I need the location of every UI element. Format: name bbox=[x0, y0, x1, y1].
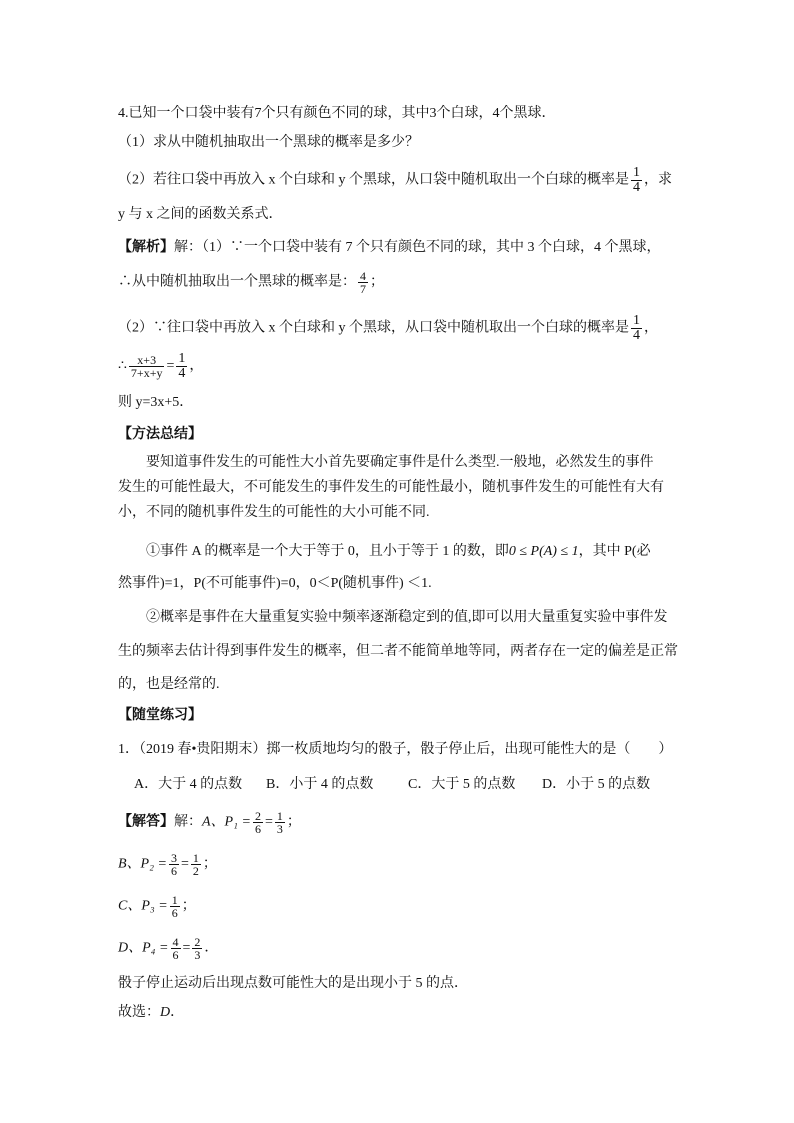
fraction-one-quarter: $\frac{1}{4}$ bbox=[633, 165, 640, 195]
method-p1-line2: 发生的可能性最大，不可能发生的事件发生的可能性最小，随机事件发生的可能性有大有 bbox=[118, 480, 664, 495]
method-p1-line1: 要知道事件发生的可能性大小首先要确定事件是什么类型.一般地，必然发生的事件 bbox=[146, 455, 654, 470]
analysis-line1: 【解析】解：（1）∵一个口袋中装有 7 个只有颜色不同的球，其中 3 个白球，4 个黑球， bbox=[118, 239, 661, 255]
q4-part2-line1: （2）若往口袋中再放入 x 个白球和 y 个黑球，从口袋中随机取出一个白球的概率是 $\frac{1}{4}$ ，求 bbox=[118, 165, 672, 195]
option-d: D．小于 5 的点数 bbox=[542, 777, 651, 792]
probability-range: 0 ≤ P(A) ≤ 1 bbox=[508, 544, 579, 559]
method-p1-line3: 小，不同的随机事件发生的可能性的大小可能不同. bbox=[118, 505, 430, 520]
fraction-equation-left: $\frac{x+3}{7+x+y}$ bbox=[130, 353, 163, 380]
analysis-line2: ∴从中随机抽取出一个黑球的概率是： $\frac{4}{7}$ ； bbox=[118, 269, 384, 296]
answer-line-b: B、P₂ = $\frac{3}{6}$ = $\frac{1}{2}$ ； bbox=[118, 851, 217, 878]
fraction-four-sevenths: $\frac{4}{7}$ bbox=[360, 269, 366, 296]
answer-label: 【解答】 bbox=[118, 813, 174, 830]
method-p3-line2: 生的频率去估计得到事件发生的概率，但二者不能简单地等同，两者存在一定的偏差是正常 bbox=[118, 644, 678, 659]
fraction-d1: $\frac{4}{6}$ bbox=[172, 935, 179, 962]
fraction-a1: $\frac{2}{6}$ bbox=[254, 809, 261, 836]
fraction-b2: $\frac{1}{2}$ bbox=[192, 851, 199, 878]
practice-title: 【随堂练习】 bbox=[118, 707, 202, 723]
option-a: A．大于 4 的点数 bbox=[134, 777, 243, 792]
fraction-one-quarter-2: $\frac{1}{4}$ bbox=[633, 313, 640, 343]
practice-options bbox=[134, 775, 650, 795]
fraction-equation-right: $\frac{1}{4}$ bbox=[178, 351, 186, 381]
q4-intro: 4.已知一个口袋中装有7个只有颜色不同的球，其中3个白球，4个黑球． bbox=[118, 106, 556, 121]
answer-line-a: 【解答】解：A、P₁ = $\frac{2}{6}$ = $\frac{1}{3}$ ； bbox=[118, 809, 301, 836]
method-p3-line1: ②概率是事件在大量重复实验中频率逐渐稳定到的值,即可以用大量重复实验中事件发 bbox=[146, 610, 668, 625]
q4-part1: （1）求从中随机抽取出一个黑球的概率是多少？ bbox=[118, 135, 419, 150]
analysis-line4: ∴ $\frac{x+3}{7+x+y}$ = $\frac{1}{4}$ ， bbox=[118, 351, 204, 381]
option-c: C．大于 5 的点数 bbox=[408, 777, 516, 792]
analysis-line5: 则 y=3x+5． bbox=[118, 395, 194, 410]
answer-line-c: C、P₃ = $\frac{1}{6}$ ； bbox=[118, 893, 196, 920]
analysis-label: 【解析】 bbox=[118, 239, 174, 255]
method-p2-line1: ①事件 A 的概率是一个大于等于 0，且小于等于 1 的数，即0 ≤ P(A) ≤ 1，其中 P(必 bbox=[146, 544, 651, 559]
practice-question-1: 1．（2019 春•贵阳期末）掷一枚质地均匀的骰子，骰子停止后，出现可能性大的是（ ） bbox=[118, 742, 673, 757]
method-p2-line2: 然事件)=1，P(不可能事件)=0，0＜P(随机事件) ＜1. bbox=[118, 576, 432, 591]
method-title: 【方法总结】 bbox=[118, 426, 202, 442]
method-p3-line3: 的，也是经常的. bbox=[118, 677, 220, 692]
q4-part2-line2: y 与 x 之间的函数关系式． bbox=[118, 207, 283, 222]
answer-conclusion: 骰子停止运动后出现点数可能性大的是出现小于 5 的点． bbox=[118, 976, 468, 991]
answer-choice: 故选：D． bbox=[118, 1005, 185, 1020]
fraction-d2: $\frac{2}{3}$ bbox=[194, 935, 201, 962]
fraction-a2: $\frac{1}{3}$ bbox=[276, 809, 283, 836]
q4-part2-text: （2）若往口袋中再放入 x 个白球和 y 个黑球，从口袋中随机取出一个白球的概率是 bbox=[118, 172, 629, 188]
fraction-b1: $\frac{3}{6}$ bbox=[170, 851, 177, 878]
fraction-c1: $\frac{1}{6}$ bbox=[171, 893, 178, 920]
analysis-line3: （2）∵往口袋中再放入 x 个白球和 y 个黑球，从口袋中随机取出一个白球的概率是 $\frac{1}{4}$ ， bbox=[118, 313, 658, 343]
option-b: B．小于 4 的点数 bbox=[266, 777, 374, 792]
answer-line-d: D、P₄ = $\frac{4}{6}$ = $\frac{2}{3}$ ． bbox=[118, 935, 219, 962]
